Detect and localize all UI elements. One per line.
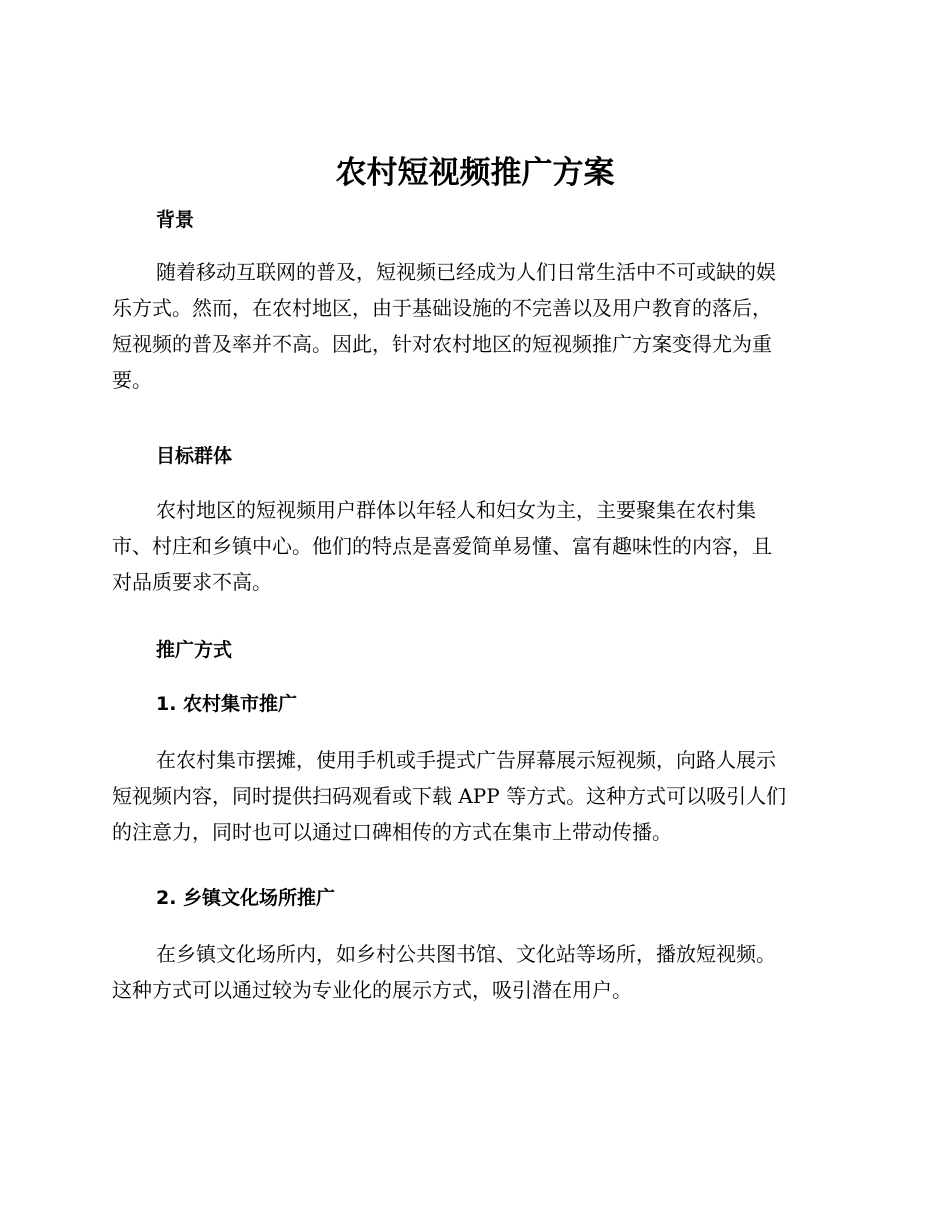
paragraph-line: 对品质要求不高。 — [112, 570, 272, 594]
paragraph-line: 的注意力，同时也可以通过口碑相传的方式在集市上带动传播。 — [112, 820, 672, 844]
paragraph-line: 随着移动互联网的普及，短视频已经成为人们日常生活中不可或缺的娱 — [156, 260, 776, 284]
section-paragraph-target-group — [112, 492, 832, 600]
paragraph-line: 要。 — [112, 368, 152, 392]
paragraph-line: 农村地区的短视频用户群体以年轻人和妇女为主，主要聚集在农村集 — [156, 498, 756, 522]
paragraph-line: 这种方式可以通过较为专业化的展示方式，吸引潜在用户。 — [112, 978, 632, 1002]
section-paragraph-cultural-venue-promotion — [112, 936, 832, 1008]
section-heading-market-promotion: 1. 农村集市推广 — [156, 693, 298, 715]
paragraph-line: 市、村庄和乡镇中心。他们的特点是喜爱简单易懂、富有趣味性的内容，且 — [112, 534, 772, 558]
section-heading-cultural-venue-promotion: 2. 乡镇文化场所推广 — [156, 887, 336, 909]
paragraph-line: 短视频内容，同时提供扫码观看或下载 APP 等方式。这种方式可以吸引人们 — [112, 784, 787, 808]
section-paragraph-background — [112, 254, 832, 398]
section-heading-promotion-methods: 推广方式 — [156, 639, 233, 661]
section-paragraph-market-promotion — [112, 742, 832, 850]
paragraph-line: 乐方式。然而，在农村地区，由于基础设施的不完善以及用户教育的落后， — [112, 296, 772, 320]
page-title: 农村短视频推广方案 — [335, 155, 615, 191]
paragraph-line: 在农村集市摆摊，使用手机或手提式广告屏幕展示短视频，向路人展示 — [156, 748, 776, 772]
paragraph-line: 在乡镇文化场所内，如乡村公共图书馆、文化站等场所，播放短视频。 — [156, 942, 776, 966]
section-heading-target-group: 目标群体 — [156, 445, 233, 467]
section-heading-background: 背景 — [156, 209, 195, 231]
paragraph-line: 短视频的普及率并不高。因此，针对农村地区的短视频推广方案变得尤为重 — [112, 332, 772, 356]
